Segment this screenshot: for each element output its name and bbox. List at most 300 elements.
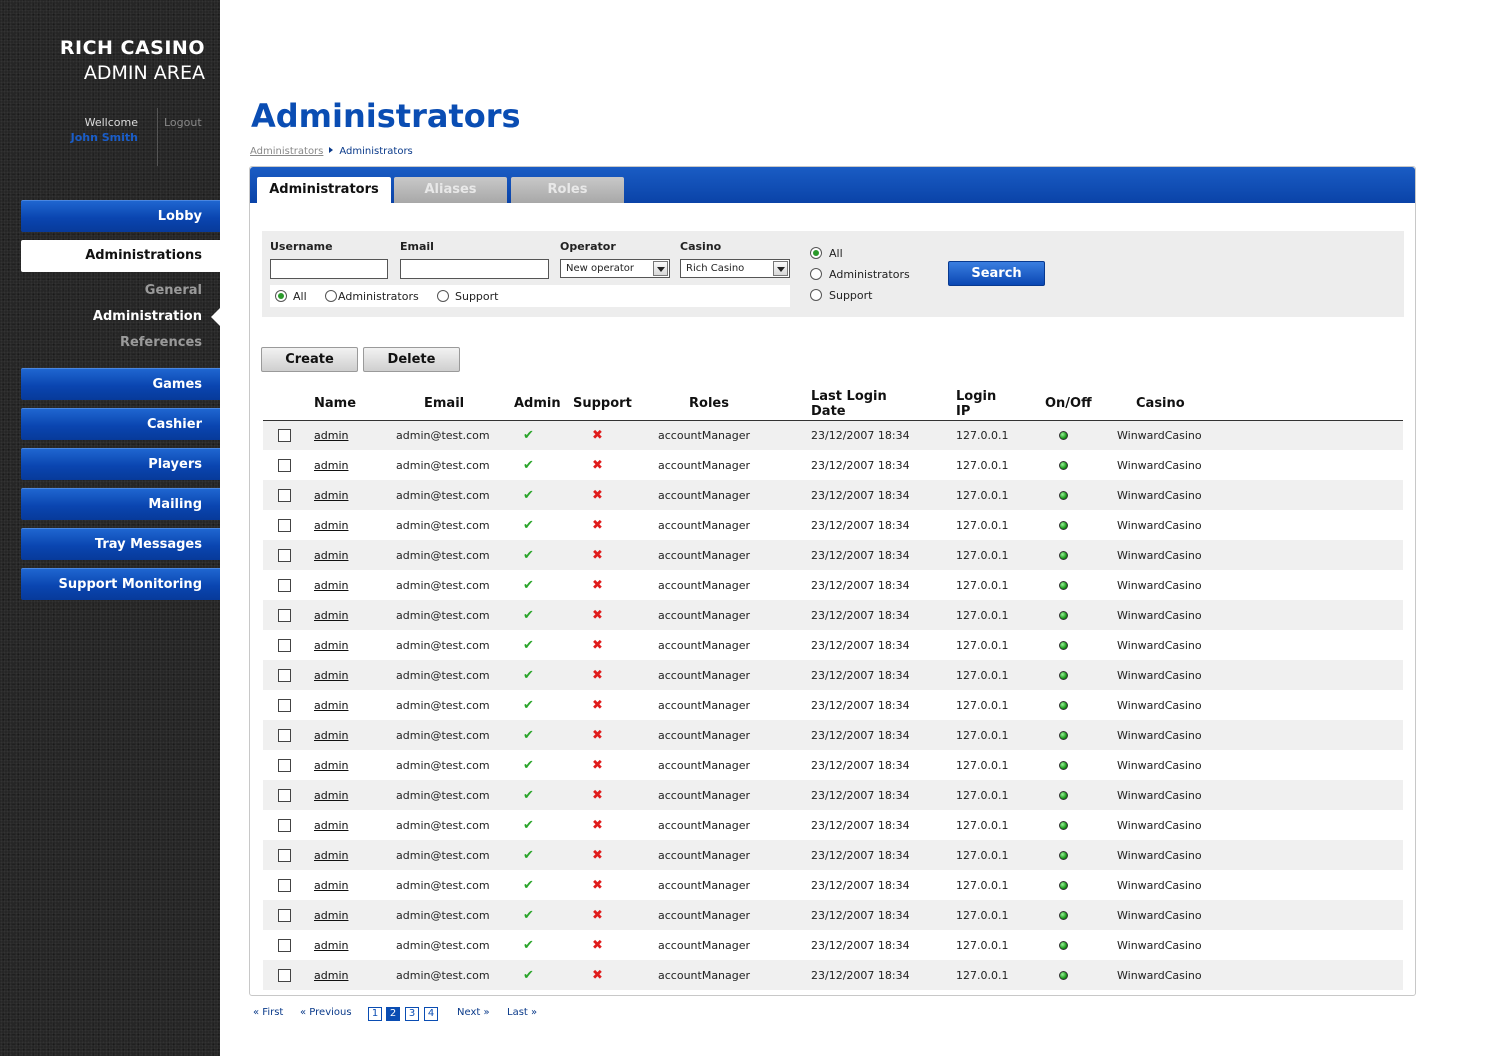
row-select-cell [263, 450, 301, 480]
cross-icon: ✖ [592, 787, 603, 803]
cell-last-login: 23/12/2007 18:34 [779, 540, 925, 570]
row-checkbox[interactable] [278, 639, 291, 652]
cell-email: admin@test.com [396, 458, 490, 472]
status-online-icon [1059, 431, 1068, 440]
check-icon: ✔ [523, 967, 534, 983]
cell-name [301, 690, 379, 720]
cell-support [565, 870, 645, 900]
admin-name-link[interactable]: admin [314, 968, 349, 982]
cell-support [565, 780, 645, 810]
cell-on-off [1013, 810, 1105, 840]
admin-name-link[interactable]: admin [314, 488, 349, 502]
brand-subtitle: ADMIN AREA [83, 62, 205, 84]
cell-roles: accountManager [658, 938, 751, 952]
row-checkbox[interactable] [278, 549, 291, 562]
check-icon: ✔ [523, 607, 534, 623]
check-icon: ✔ [523, 757, 534, 773]
row-checkbox[interactable] [278, 729, 291, 742]
admin-name-link[interactable]: admin [314, 548, 349, 562]
check-icon: ✔ [523, 577, 534, 593]
cell-on-off [1013, 900, 1105, 930]
user-panel [60, 112, 210, 168]
cell-admin [507, 690, 565, 720]
row-select-cell [263, 750, 301, 780]
check-icon: ✔ [523, 487, 534, 503]
nav-support-monitoring[interactable]: Support Monitoring [21, 568, 220, 600]
cell-casino: WinwardCasino [1117, 458, 1202, 472]
table-row[interactable] [263, 600, 1403, 630]
row-checkbox[interactable] [278, 519, 291, 532]
admin-name-link[interactable]: admin [314, 788, 349, 802]
table-row[interactable] [263, 960, 1403, 990]
radio-administrators[interactable] [325, 290, 337, 302]
delete-button[interactable]: Delete [363, 347, 460, 372]
cell-name [301, 840, 379, 870]
cell-roles: accountManager [645, 600, 779, 630]
cell-admin [507, 810, 565, 840]
row-select-cell [263, 960, 301, 990]
cell-admin [507, 960, 565, 990]
row-select-cell [263, 570, 301, 600]
cell-login-ip: 127.0.0.1 [925, 960, 1013, 990]
cell-name [301, 780, 379, 810]
cell-casino: WinwardCasino [1105, 960, 1403, 990]
cell-support [565, 960, 645, 990]
table-row[interactable] [263, 660, 1403, 690]
cell-name [301, 720, 379, 750]
right-radio-all-label: All [829, 247, 843, 260]
table-row[interactable] [263, 450, 1403, 480]
table-row[interactable] [263, 540, 1403, 570]
right-radio-support-label: Support [829, 289, 873, 302]
table-header [263, 388, 1403, 420]
breadcrumb-arrow-icon [329, 147, 333, 153]
cell-name [301, 810, 379, 840]
pager-page-4[interactable]: 4 [424, 1007, 438, 1021]
cell-on-off [1013, 450, 1105, 480]
cell-email: admin@test.com [379, 900, 507, 930]
cell-name [301, 510, 379, 540]
header-login-ip[interactable]: Login IP [925, 388, 1013, 420]
row-checkbox[interactable] [278, 489, 291, 502]
page-title: Administrators [251, 97, 521, 135]
table-row[interactable] [263, 810, 1403, 840]
cell-casino: WinwardCasino [1117, 758, 1202, 772]
cell-casino: WinwardCasino [1117, 518, 1202, 532]
operator-label: Operator [560, 240, 616, 253]
nav-lobby[interactable]: Lobby [21, 200, 220, 232]
cell-casino: WinwardCasino [1105, 840, 1403, 870]
admin-name-link[interactable]: admin [314, 908, 349, 922]
cell-login-ip: 127.0.0.1 [925, 540, 1013, 570]
cell-email: admin@test.com [396, 638, 490, 652]
pager-next[interactable]: Next » [457, 1007, 490, 1018]
logout-link[interactable]: Logout [164, 116, 202, 129]
cell-name [301, 570, 379, 600]
nav-players[interactable]: Players [21, 448, 220, 480]
cell-admin [507, 420, 565, 450]
cell-casino: WinwardCasino [1117, 698, 1202, 712]
operator-select[interactable] [560, 259, 670, 278]
cross-icon: ✖ [592, 877, 603, 893]
cell-casino: WinwardCasino [1105, 420, 1403, 450]
cell-email: admin@test.com [379, 420, 507, 450]
pager-page-1[interactable]: 1 [368, 1007, 382, 1021]
check-icon: ✔ [523, 727, 534, 743]
cell-login-ip: 127.0.0.1 [925, 720, 1013, 750]
cell-admin [507, 870, 565, 900]
check-icon: ✔ [523, 847, 534, 863]
cell-name [301, 480, 379, 510]
check-icon: ✔ [523, 517, 534, 533]
pager-page-2[interactable]: 2 [386, 1007, 400, 1021]
admin-name-link[interactable]: admin [314, 848, 349, 862]
cell-last-login: 23/12/2007 18:34 [779, 780, 925, 810]
breadcrumb-parent[interactable]: Administrators [250, 146, 324, 157]
cell-roles: accountManager [658, 458, 751, 472]
cell-support [565, 420, 645, 450]
breadcrumb-current: Administrators [339, 146, 413, 157]
row-checkbox[interactable] [278, 939, 291, 952]
chevron-down-icon[interactable] [773, 261, 788, 276]
admin-name-link[interactable]: admin [314, 518, 349, 532]
check-icon: ✔ [523, 877, 534, 893]
cross-icon: ✖ [592, 577, 603, 593]
row-checkbox[interactable] [278, 909, 291, 922]
cell-name [301, 960, 379, 990]
cell-support [565, 480, 645, 510]
username-label: Username [270, 240, 333, 253]
casino-value: Rich Casino [686, 263, 745, 274]
row-select-cell [263, 780, 301, 810]
cell-email: admin@test.com [379, 480, 507, 510]
check-icon: ✔ [523, 667, 534, 683]
cell-last-login: 23/12/2007 18:34 [779, 660, 925, 690]
check-icon: ✔ [523, 637, 534, 653]
cell-casino: WinwardCasino [1117, 878, 1202, 892]
cell-login-ip: 127.0.0.1 [956, 818, 1009, 832]
cell-on-off [1013, 780, 1105, 810]
cell-roles: accountManager [658, 578, 751, 592]
row-checkbox[interactable] [278, 579, 291, 592]
admin-name-link[interactable]: admin [314, 668, 349, 682]
cell-roles: accountManager [645, 720, 779, 750]
cell-login-ip: 127.0.0.1 [956, 938, 1009, 952]
admin-name-link[interactable]: admin [314, 818, 349, 832]
header-admin[interactable]: Admin [507, 388, 565, 420]
status-online-icon [1059, 791, 1068, 800]
cell-casino: WinwardCasino [1117, 938, 1202, 952]
cell-name [301, 930, 379, 960]
status-online-icon [1059, 461, 1068, 470]
cell-on-off [1013, 720, 1105, 750]
cell-last-login: 23/12/2007 18:34 [811, 758, 910, 772]
admin-name-link[interactable]: admin [314, 878, 349, 892]
right-radio-all[interactable] [810, 247, 822, 259]
check-icon: ✔ [523, 547, 534, 563]
cell-casino: WinwardCasino [1105, 780, 1403, 810]
tab-roles[interactable]: Roles [511, 177, 624, 203]
check-icon: ✔ [523, 427, 534, 443]
admin-name-link[interactable]: admin [314, 938, 349, 952]
username-input[interactable] [270, 259, 388, 279]
admin-name-link[interactable]: admin [314, 578, 349, 592]
admin-name-link[interactable]: admin [314, 638, 349, 652]
cross-icon: ✖ [592, 967, 603, 983]
email-input[interactable] [400, 259, 549, 279]
row-checkbox[interactable] [278, 879, 291, 892]
cell-login-ip: 127.0.0.1 [956, 458, 1009, 472]
create-button[interactable]: Create [261, 347, 358, 372]
cell-email: admin@test.com [396, 578, 490, 592]
nav-mailing[interactable]: Mailing [21, 488, 220, 520]
cell-email: admin@test.com [379, 600, 507, 630]
cell-on-off [1013, 480, 1105, 510]
casino-select[interactable] [680, 259, 790, 278]
cell-name [301, 540, 379, 570]
cell-last-login: 23/12/2007 18:34 [779, 960, 925, 990]
subnav-administration[interactable]: Administration [92, 309, 202, 324]
table-row[interactable] [263, 690, 1403, 720]
cell-last-login: 23/12/2007 18:34 [811, 638, 910, 652]
table-row[interactable] [263, 840, 1403, 870]
cell-admin [507, 720, 565, 750]
brand [60, 36, 205, 86]
cell-last-login: 23/12/2007 18:34 [811, 818, 910, 832]
cross-icon: ✖ [592, 697, 603, 713]
table-row[interactable] [263, 480, 1403, 510]
pager-previous[interactable]: « Previous [300, 1007, 352, 1018]
cell-on-off [1013, 840, 1105, 870]
cell-on-off [1013, 870, 1105, 900]
row-checkbox[interactable] [278, 459, 291, 472]
cell-support [565, 750, 645, 780]
cell-casino: WinwardCasino [1117, 638, 1202, 652]
cross-icon: ✖ [592, 667, 603, 683]
email-label: Email [400, 240, 434, 253]
row-checkbox[interactable] [278, 669, 291, 682]
row-select-cell [263, 720, 301, 750]
admin-name-link[interactable]: admin [314, 698, 349, 712]
cell-support [565, 840, 645, 870]
cell-email: admin@test.com [396, 818, 490, 832]
header-on-off[interactable]: On/Off [1013, 388, 1105, 420]
row-checkbox[interactable] [278, 789, 291, 802]
cell-on-off [1013, 930, 1105, 960]
cell-email: admin@test.com [379, 960, 507, 990]
header-name[interactable]: Name [301, 388, 379, 420]
cell-email: admin@test.com [396, 758, 490, 772]
cell-casino: WinwardCasino [1105, 720, 1403, 750]
cell-admin [507, 660, 565, 690]
pager-first[interactable]: « First [253, 1007, 284, 1018]
cell-name [301, 630, 379, 660]
table-row[interactable] [263, 780, 1403, 810]
cross-icon: ✖ [592, 487, 603, 503]
cell-email: admin@test.com [379, 720, 507, 750]
row-checkbox[interactable] [278, 819, 291, 832]
type-radio-group [270, 285, 790, 307]
cell-name [301, 420, 379, 450]
pager-page-3[interactable]: 3 [405, 1007, 419, 1021]
row-select-cell [263, 420, 301, 450]
cell-roles: accountManager [645, 420, 779, 450]
table-row[interactable] [263, 420, 1403, 450]
cell-roles: accountManager [658, 758, 751, 772]
table-row[interactable] [263, 930, 1403, 960]
header-email[interactable]: Email [379, 388, 507, 420]
status-online-icon [1059, 971, 1068, 980]
admin-name-link[interactable]: admin [314, 428, 349, 442]
row-checkbox[interactable] [278, 849, 291, 862]
cell-support [565, 720, 645, 750]
table-row[interactable] [263, 720, 1403, 750]
row-select-cell [263, 690, 301, 720]
row-checkbox[interactable] [278, 429, 291, 442]
status-online-icon [1059, 581, 1068, 590]
admin-name-link[interactable]: admin [314, 608, 349, 622]
row-checkbox[interactable] [278, 609, 291, 622]
cell-admin [507, 750, 565, 780]
table-row[interactable] [263, 510, 1403, 540]
cell-roles: accountManager [658, 638, 751, 652]
cell-email: admin@test.com [396, 698, 490, 712]
check-icon: ✔ [523, 697, 534, 713]
cell-login-ip: 127.0.0.1 [925, 780, 1013, 810]
cross-icon: ✖ [592, 907, 603, 923]
cell-last-login: 23/12/2007 18:34 [779, 720, 925, 750]
header-roles[interactable]: Roles [645, 388, 779, 420]
radio-all[interactable] [275, 290, 287, 302]
row-checkbox[interactable] [278, 969, 291, 982]
cell-last-login: 23/12/2007 18:34 [779, 840, 925, 870]
tab-administrators[interactable]: Administrators [257, 177, 391, 203]
status-online-icon [1059, 881, 1068, 890]
cell-on-off [1013, 690, 1105, 720]
tab-aliases[interactable]: Aliases [394, 177, 507, 203]
nav-administrations[interactable]: Administrations [21, 240, 220, 272]
administrators-table [263, 388, 1403, 990]
cell-on-off [1013, 600, 1105, 630]
cell-name [301, 450, 379, 480]
nav-games[interactable]: Games [21, 368, 220, 400]
status-online-icon [1059, 671, 1068, 680]
cell-email: admin@test.com [379, 540, 507, 570]
status-online-icon [1059, 551, 1068, 560]
cell-email: admin@test.com [396, 938, 490, 952]
cell-roles: accountManager [645, 660, 779, 690]
operator-value: New operator [566, 263, 634, 274]
cell-casino: WinwardCasino [1105, 660, 1403, 690]
admin-name-link[interactable]: admin [314, 758, 349, 772]
table-body [263, 420, 1403, 990]
cell-last-login: 23/12/2007 18:34 [811, 878, 910, 892]
divider [157, 108, 158, 166]
table-row[interactable] [263, 870, 1403, 900]
cell-roles: accountManager [645, 780, 779, 810]
table-row[interactable] [263, 750, 1403, 780]
cell-email: admin@test.com [396, 878, 490, 892]
user-name[interactable]: John Smith [70, 131, 138, 144]
cell-last-login: 23/12/2007 18:34 [779, 900, 925, 930]
status-online-icon [1059, 611, 1068, 620]
nav-cashier[interactable]: Cashier [21, 408, 220, 440]
cell-admin [507, 630, 565, 660]
status-online-icon [1059, 821, 1068, 830]
header-last-login[interactable]: Last Login Date [779, 388, 925, 420]
table-row[interactable] [263, 900, 1403, 930]
status-online-icon [1059, 641, 1068, 650]
cell-admin [507, 900, 565, 930]
radio-administrators-label: Administrators [338, 290, 419, 303]
cell-email: admin@test.com [396, 518, 490, 532]
table-row[interactable] [263, 630, 1403, 660]
cell-admin [507, 540, 565, 570]
cell-support [565, 930, 645, 960]
cross-icon: ✖ [592, 427, 603, 443]
cell-roles: accountManager [658, 818, 751, 832]
cell-last-login: 23/12/2007 18:34 [779, 420, 925, 450]
status-online-icon [1059, 701, 1068, 710]
row-select-cell [263, 840, 301, 870]
cell-on-off [1013, 630, 1105, 660]
right-radio-administrators[interactable] [810, 268, 822, 280]
cell-casino: WinwardCasino [1105, 600, 1403, 630]
row-checkbox[interactable] [278, 699, 291, 712]
right-radio-administrators-label: Administrators [829, 268, 910, 281]
cell-admin [507, 480, 565, 510]
cell-login-ip: 127.0.0.1 [956, 638, 1009, 652]
tab-bar [250, 167, 1415, 203]
subnav-references[interactable]: References [119, 335, 202, 350]
header-support[interactable]: Support [565, 388, 645, 420]
cell-last-login: 23/12/2007 18:34 [811, 518, 910, 532]
table-row[interactable] [263, 570, 1403, 600]
status-online-icon [1059, 911, 1068, 920]
search-button[interactable]: Search [948, 261, 1045, 286]
admin-name-link[interactable]: admin [314, 728, 349, 742]
row-select-cell [263, 540, 301, 570]
right-radio-support[interactable] [810, 289, 822, 301]
admin-name-link[interactable]: admin [314, 458, 349, 472]
cell-support [565, 690, 645, 720]
cell-admin [507, 450, 565, 480]
cell-casino: WinwardCasino [1105, 540, 1403, 570]
cell-roles: accountManager [658, 698, 751, 712]
subnav-general[interactable]: General [144, 283, 202, 298]
cell-roles: accountManager [658, 518, 751, 532]
cell-login-ip: 127.0.0.1 [956, 878, 1009, 892]
radio-support[interactable] [437, 290, 449, 302]
cell-on-off [1013, 540, 1105, 570]
current-indicator-icon [211, 308, 220, 326]
row-checkbox[interactable] [278, 759, 291, 772]
cell-login-ip: 127.0.0.1 [925, 840, 1013, 870]
row-select-cell [263, 900, 301, 930]
nav-tray-messages[interactable]: Tray Messages [21, 528, 220, 560]
cross-icon: ✖ [592, 547, 603, 563]
chevron-down-icon[interactable] [653, 261, 668, 276]
header-casino[interactable]: Casino [1105, 388, 1403, 420]
cross-icon: ✖ [592, 847, 603, 863]
cell-email: admin@test.com [379, 780, 507, 810]
cell-login-ip: 127.0.0.1 [925, 660, 1013, 690]
cross-icon: ✖ [592, 817, 603, 833]
sidebar [0, 0, 220, 1056]
status-online-icon [1059, 491, 1068, 500]
pager-last[interactable]: Last » [507, 1007, 538, 1018]
cell-roles: accountManager [645, 840, 779, 870]
